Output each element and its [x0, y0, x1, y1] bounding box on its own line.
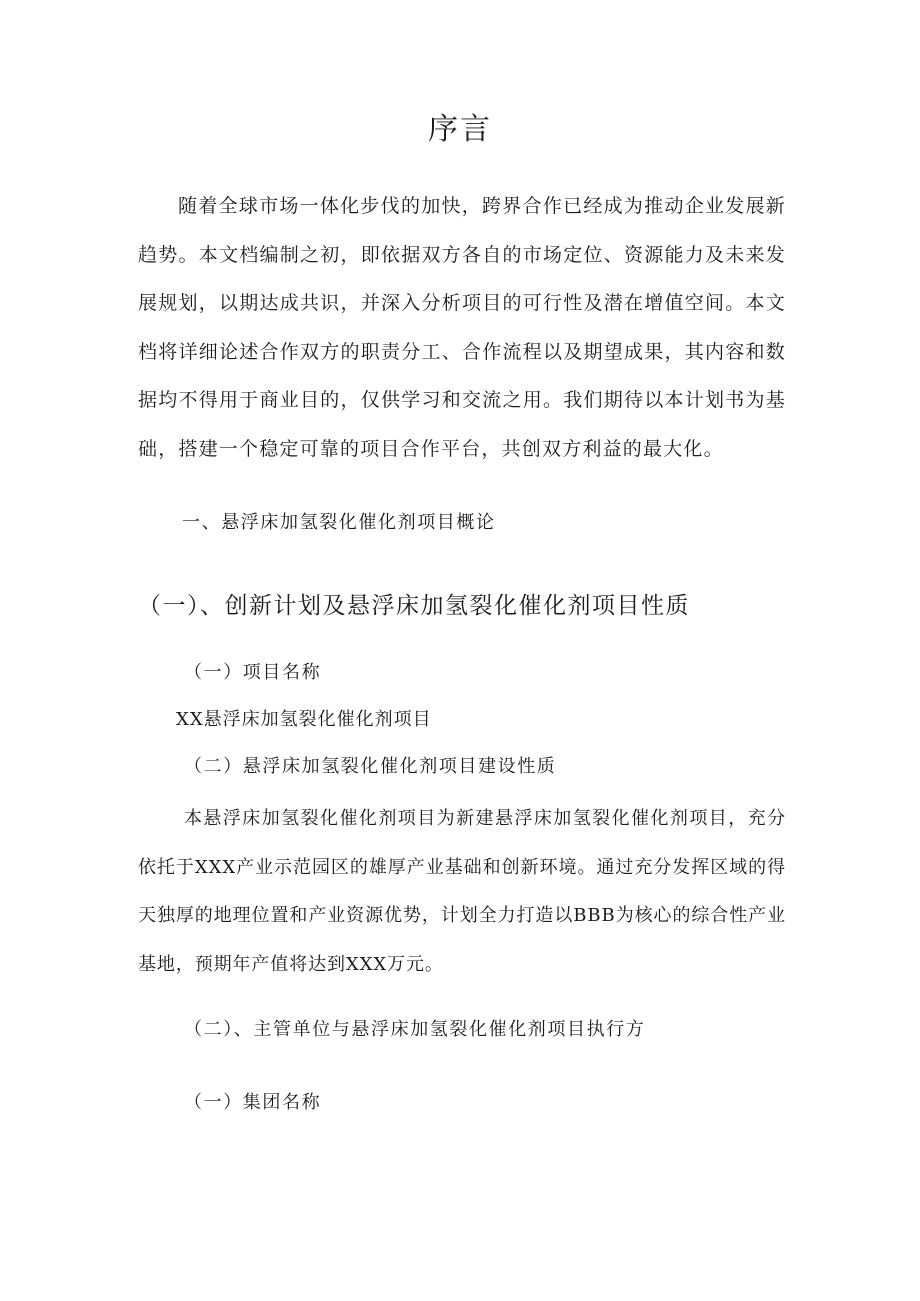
subsection-heading-executing-party: （二）、主管单位与悬浮床加氢裂化催化剂项目执行方 — [184, 1019, 646, 1040]
document-title: 序言 — [428, 112, 492, 147]
item-heading-group-name: （一）集团名称 — [184, 1092, 322, 1113]
preface-paragraph: 随着全球市场一体化步伐的加快，跨界合作已经成为推动企业发展新趋势。本文档编制之初，即依据双方各自的市场定位、资源能力及未来发展规划，以期达成共识，并深入分析项目的可行性及潜在增值空间。本文档将详细论述合作双方的职责分工、合作流程以及期望成果，其内容和数据均不得用于商业目的，仅供学习和交流之用。我们期待以本计划书为基础，搭建一个稳定可靠的项目合作平台，共创双方利益的最大化。 — [138, 195, 786, 460]
project-name-value: XX悬浮床加氢裂化催化剂项目 — [176, 709, 432, 730]
item-heading-project-name: （一）项目名称 — [184, 662, 322, 683]
section-heading-overview: 一、悬浮床加氢裂化催化剂项目概论 — [182, 512, 496, 533]
item-heading-construction-nature: （二）悬浮床加氢裂化催化剂项目建设性质 — [184, 756, 557, 777]
subsection-heading-innovation-plan: （一）、创新计划及悬浮床加氢裂化催化剂项目性质 — [138, 593, 690, 619]
construction-nature-paragraph: 本悬浮床加氢裂化催化剂项目为新建悬浮床加氢裂化催化剂项目，充分依托于XXX产业示范园区的雄厚产业基础和创新环境。通过充分发挥区域的得天独厚的地理位置和产业资源优势，计划全力打造以BBB为核心的综合性产业基地，预期年产值将达到XXX万元。 — [138, 808, 786, 975]
